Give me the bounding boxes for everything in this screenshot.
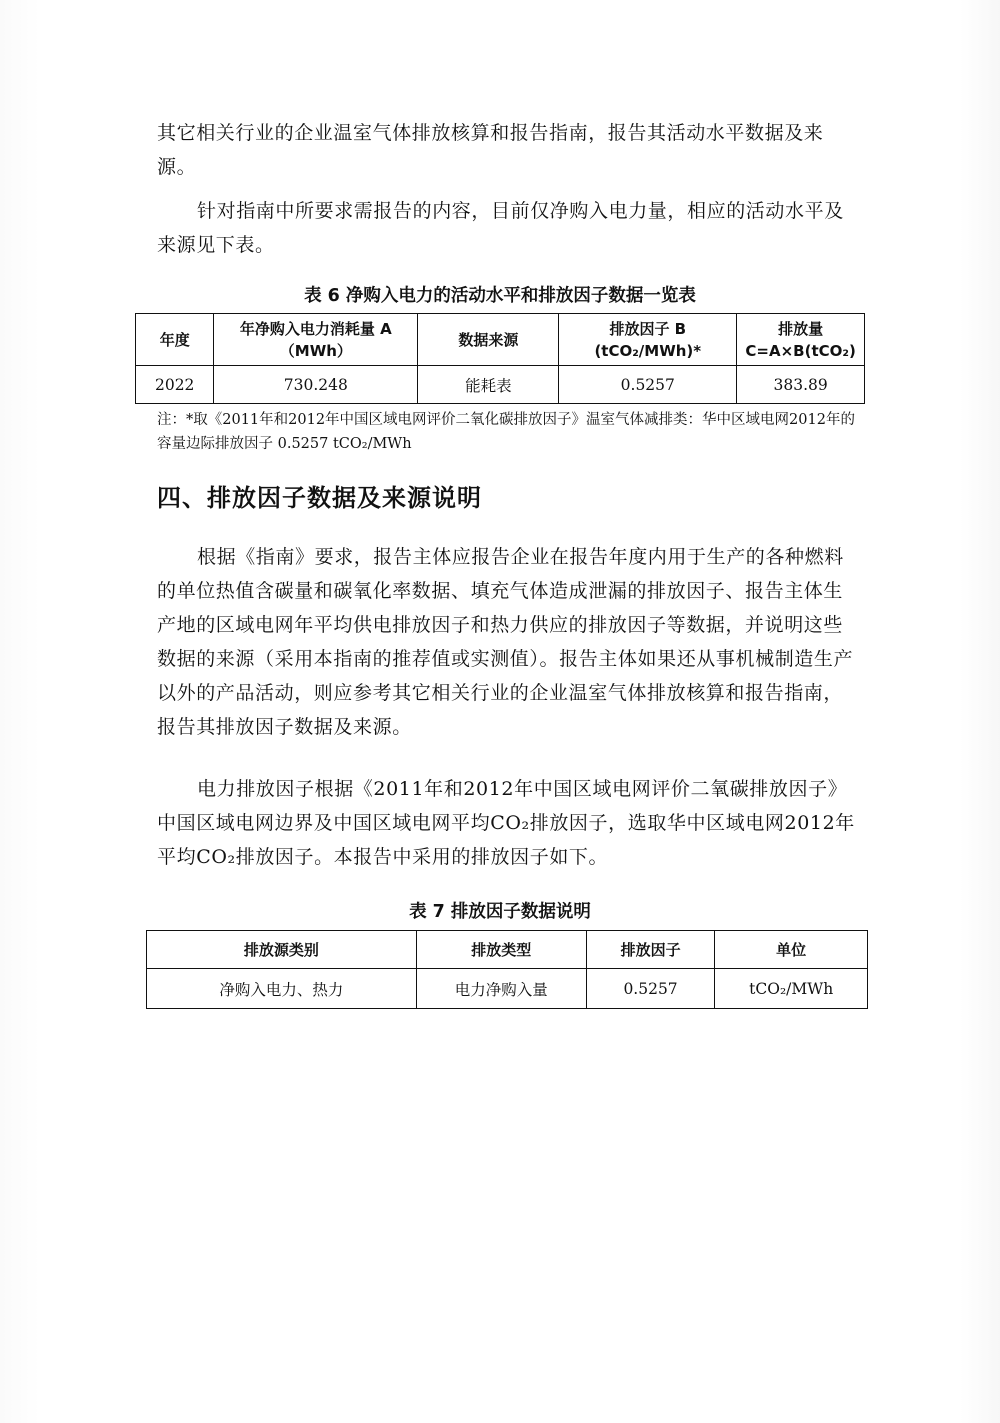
table7-header-type: 排放类型 xyxy=(416,931,586,969)
table-row xyxy=(147,969,868,1009)
paragraph-electricity-factor: 电力排放因子根据《2011年和2012年中国区域电网评价二氧碳排放因子》中国区域电网边界及中国区域电网平均CO₂排放因子，选取华中区域电网2012年平均CO₂排放因子。本报告中采用的排放因子如下。 xyxy=(157,778,855,868)
table6-header-factor-line1: 排放因子 B xyxy=(609,319,687,338)
table6-header-emission xyxy=(737,314,865,366)
table7-cell-type: 电力净购入量 xyxy=(416,969,586,1009)
table7-cell-unit: tCO₂/MWh xyxy=(715,969,868,1009)
table6-header-emission-line2: C=A×B(tCO₂) xyxy=(745,341,856,360)
table7-header-row xyxy=(147,931,868,969)
table6-cell-emission: 383.89 xyxy=(737,366,865,404)
table6-header-emission-line1: 排放量 xyxy=(778,319,824,338)
table6-header-consumption xyxy=(214,314,418,366)
table6-header-consumption-line1: 年净购入电力消耗量 A xyxy=(239,319,392,338)
table7-header-unit: 单位 xyxy=(715,931,868,969)
table6-cell-consumption: 730.248 xyxy=(214,366,418,404)
table6-cell-factor: 0.5257 xyxy=(559,366,737,404)
table7-cell-factor: 0.5257 xyxy=(586,969,715,1009)
table7-cell-category: 净购入电力、热力 xyxy=(147,969,417,1009)
table6-header-row xyxy=(136,314,865,366)
table6-header-source: 数据来源 xyxy=(418,314,559,366)
table7-caption: 表 7 排放因子数据说明 xyxy=(409,902,591,922)
table6 xyxy=(135,313,865,404)
section-heading: 四、排放因子数据及来源说明 xyxy=(157,484,482,512)
paragraph-scope: 针对指南中所要求需报告的内容，目前仅净购入电力量，相应的活动水平及来源见下表。 xyxy=(157,200,844,256)
paragraph-continuation: 其它相关行业的企业温室气体排放核算和报告指南，报告其活动水平数据及来源。 xyxy=(157,122,824,178)
table7-header-factor: 排放因子 xyxy=(586,931,715,969)
table6-note: 注：*取《2011年和2012年中国区域电网评价二氧化碳排放因子》温室气体减排类：华中区域电网2012年的容量边际排放因子 0.5257 tCO₂/MWh xyxy=(157,412,855,452)
table6-header-consumption-line2: （MWh） xyxy=(279,341,352,360)
table-row xyxy=(136,366,865,404)
table7-header-category: 排放源类别 xyxy=(147,931,417,969)
table7 xyxy=(146,930,868,1009)
table6-caption: 表 6 净购入电力的活动水平和排放因子数据一览表 xyxy=(304,286,696,306)
table6-header-factor-line2: (tCO₂/MWh)* xyxy=(594,341,702,360)
table6-cell-year: 2022 xyxy=(136,366,214,404)
table6-cell-source: 能耗表 xyxy=(418,366,559,404)
table6-header-factor xyxy=(559,314,737,366)
table6-header-year: 年度 xyxy=(136,314,214,366)
paragraph-guideline-requirements: 根据《指南》要求，报告主体应报告企业在报告年度内用于生产的各种燃料的单位热值含碳量和碳氧化率数据、填充气体造成泄漏的排放因子、报告主体生产地的区域电网年平均供电排放因子和热力供应的排放因子等数据，并说明这些数据的来源（采用本指南的推荐值或实测值）。报告主体如果还从事机械制造生产以外的产品活动，则应参考其它相关行业的企业温室气体排放核算和报告指南，报告其排放因子数据及来源。 xyxy=(157,546,854,738)
